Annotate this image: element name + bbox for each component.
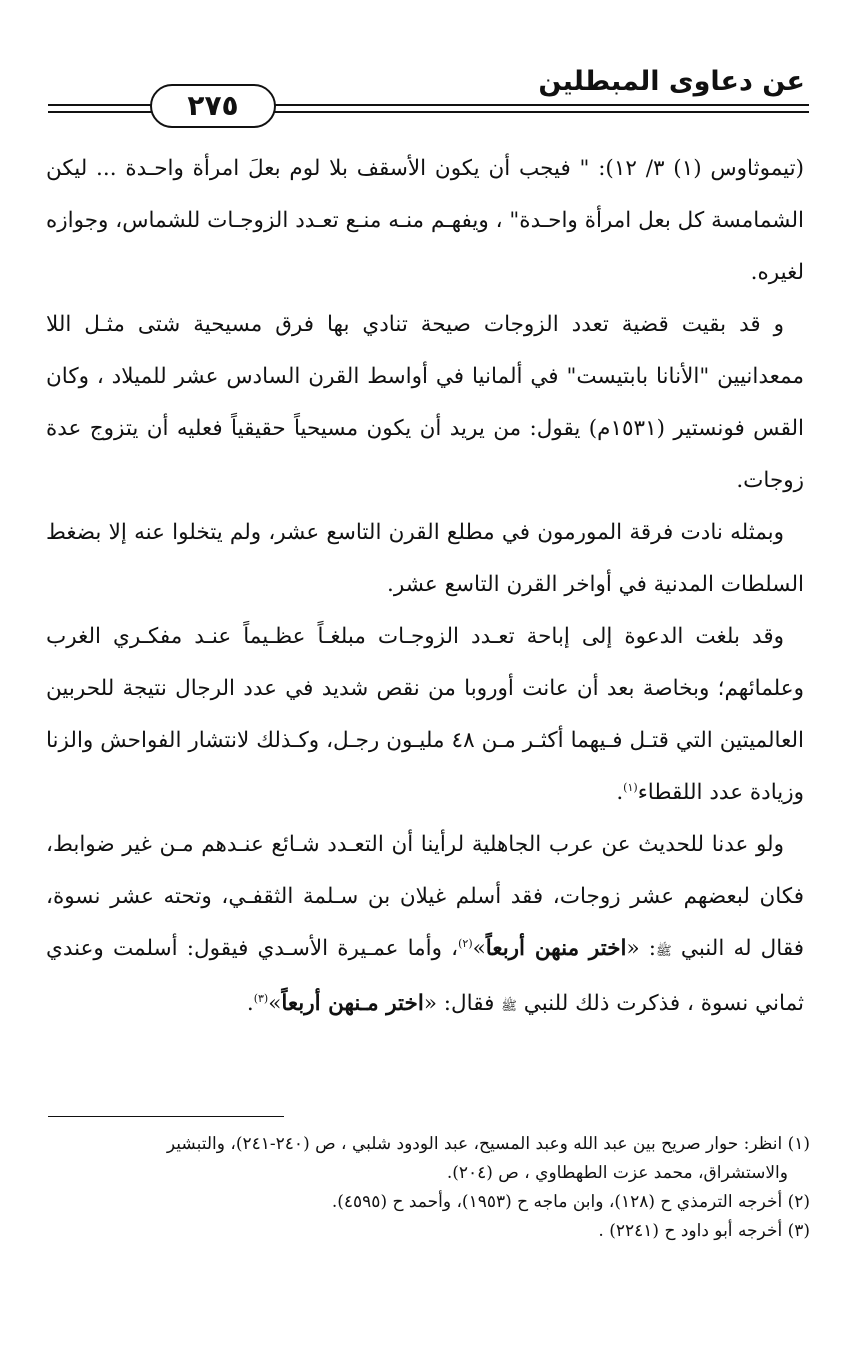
text-run: ولو عدنا للحديث عن عرب الجاهلية لرأينا أن التعـدد شـائع عنـدهم مـن غير ضوابط، فكان لبعضهم عشر زوجات، فقد أسلم غيلان بن سـلمة الثقفـي، وتحته عشر نسوة، فقال له النبي	[46, 832, 804, 961]
text-run: وبمثله نادت فرقة المورمون في مطلع القرن التاسع عشر، ولم يتخلوا عنه إلا بضغط السلطات المدنية في أواخر القرن التاسع عشر.	[46, 520, 804, 597]
footnote	[40, 1188, 810, 1217]
footnote-line: (٢) أخرجه الترمذي ح (١٢٨)، وابن ماجه ح (١٩٥٣)، وأحمد ح (٤٥٩٥).	[331, 1192, 810, 1212]
footnotes	[40, 1130, 810, 1246]
hadith-quote: اختر مـنهن أربعاً	[281, 991, 424, 1016]
text-run: »	[472, 936, 486, 961]
footnote-ref: (٢)	[458, 937, 473, 950]
body-paragraph	[46, 507, 804, 611]
text-run: .	[616, 780, 624, 805]
text-run: وقد بلغت الدعوة إلى إباحة تعـدد الزوجـات مبلغـاً عظـيماً عنـد مفكـري الغرب وعلمائهم؛ وبخاصة بعد أن عانت أوروبا من نقص شديد في عدد الرجال نتيجة للحربين العالميتين التي قتـل فـيهما أكثـر مـن ٤٨ مليـون رجـل، وكـذلك لانتشار الفواحش والزنا وزيادة عدد اللقطاء	[46, 624, 804, 805]
text-run: : «	[626, 936, 657, 961]
text-run: (تيموثاوس (١) ٣/ ١٢): " فيجب أن يكون الأسقف بلا لوم بعلَ امرأة واحـدة ... ليكن الشمامسة كل بعل امرأة واحـدة" ، ويفهـم منـه منـع تعـدد الزوجـات للشماس، وجوازه لغيره.	[46, 156, 804, 285]
footnote-line: (١) انظر: حوار صريح بين عبد الله وعبد المسيح، عبد الودود شلبي ، ص (٢٤٠-٢٤١)، والتبشير	[166, 1134, 810, 1154]
footnote-ref: (١)	[623, 781, 638, 794]
body-paragraph	[46, 143, 804, 299]
blessing-glyph: ﷺ	[501, 999, 517, 1014]
body-paragraph	[46, 819, 804, 1033]
footnote	[40, 1217, 810, 1246]
footnote-line: (٣) أخرجه أبو داود ح (٢٢٤١) .	[598, 1221, 810, 1241]
footnote	[40, 1130, 810, 1188]
text-run: »	[268, 991, 282, 1016]
body-text	[46, 143, 804, 1033]
footnote-rule	[48, 1116, 284, 1117]
body-paragraph	[46, 299, 804, 507]
hadith-quote: اختر منهن أربعاً	[485, 936, 627, 961]
body-paragraph	[46, 611, 804, 819]
text-run: فقال: «	[423, 991, 502, 1016]
footnote-line: والاستشراق، محمد عزت الطهطاوي ، ص (٢٠٤).	[446, 1163, 788, 1183]
text-run: ، وأما عمـيرة الأسـدي فيقول: أسلمت وعندي ثماني نسوة ، فذكرت ذلك للنبي	[46, 936, 804, 1016]
page-number: ٢٧٥	[187, 89, 239, 122]
footnote-ref: (٣)	[253, 992, 269, 1005]
text-run: و قد بقيت قضية تعدد الزوجات صيحة تنادي بها فرق مسيحية شتى مثـل اللا ممعدانيين "الأنانا بابتيست" في ألمانيا في أواسط القرن السادس عشر للميلاد ، وكان القس فونستير (١٥٣١م) يقول: من يريد أن يكون مسيحياً حقيقياً فعليه أن يتزوج عدة زوجات.	[46, 312, 804, 493]
page-number-badge	[150, 84, 276, 128]
blessing-glyph: ﷺ	[656, 944, 672, 959]
text-run: .	[246, 991, 254, 1016]
running-title: عن دعاوى المبطلين	[538, 66, 805, 97]
